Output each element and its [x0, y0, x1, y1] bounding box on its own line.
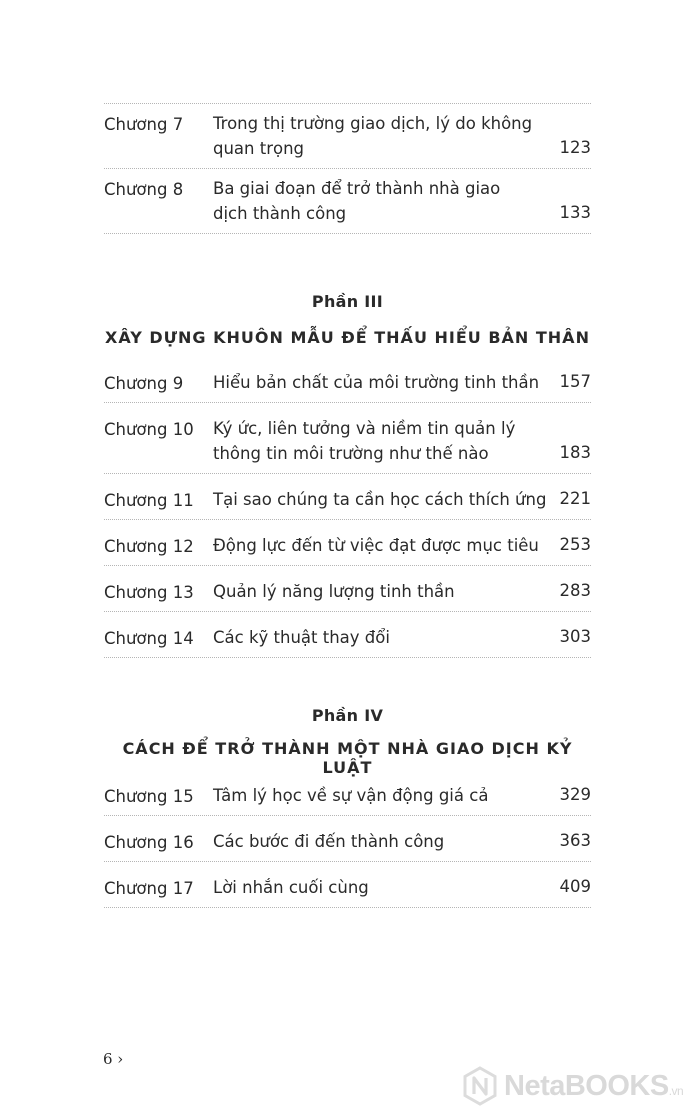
page-number: 133 — [559, 203, 591, 222]
toc-section-2 — [104, 364, 591, 658]
chapter-title: Các kỹ thuật thay đổi — [213, 628, 390, 647]
toc-entry[interactable] — [104, 862, 591, 908]
chapter-title: Ba giai đoạn để trở thành nhà giao dịch thành công — [213, 179, 501, 223]
part-title-row — [104, 739, 591, 777]
part-heading — [104, 706, 591, 725]
chapter-label: Chương 11 — [104, 491, 194, 510]
chapter-label: Chương 12 — [104, 537, 194, 556]
part-heading — [104, 292, 591, 311]
page-number: 157 — [559, 372, 591, 391]
toc-entry[interactable] — [104, 520, 591, 566]
part-title: XÂY DỰNG KHUÔN MẪU ĐỂ THẤU HIỂU BẢN THÂN — [105, 328, 590, 347]
part-number: Phần III — [311, 292, 384, 311]
chapter-title: Tại sao chúng ta cần học cách thích ứng — [213, 490, 547, 509]
chapter-title: Hiểu bản chất của môi trường tinh thần — [213, 373, 540, 392]
toc-entry[interactable] — [104, 104, 591, 169]
page-number: 329 — [559, 785, 591, 804]
chapter-title: Động lực đến từ việc đạt được mục tiêu — [213, 536, 539, 555]
page-number: 363 — [559, 831, 591, 850]
page-number: 303 — [559, 627, 591, 646]
toc-entry[interactable] — [104, 612, 591, 658]
toc-entry[interactable] — [104, 777, 591, 816]
page-number: 253 — [559, 535, 591, 554]
toc-entry[interactable] — [104, 474, 591, 520]
part-title-row — [104, 328, 591, 347]
chapter-label: Chương 17 — [104, 879, 194, 898]
folio-page-number: 6 › — [103, 1050, 124, 1068]
chapter-label: Chương 13 — [104, 583, 194, 602]
toc-entry[interactable] — [104, 566, 591, 612]
chapter-label: Chương 10 — [104, 420, 194, 439]
chapter-label: Chương 15 — [104, 787, 194, 806]
toc-entry[interactable] — [104, 364, 591, 403]
page-number: 283 — [559, 581, 591, 600]
chapter-title: Quản lý năng lượng tinh thần — [213, 582, 455, 601]
chapter-label: Chương 14 — [104, 629, 194, 648]
chapter-title: Lời nhắn cuối cùng — [213, 878, 369, 897]
chapter-title: Trong thị trường giao dịch, lý do không quan trọng — [213, 114, 533, 158]
chapter-title: Ký ức, liên tưởng và niềm tin quản lý thông tin môi trường như thế nào — [213, 419, 516, 463]
chapter-label: Chương 16 — [104, 833, 194, 852]
part-number: Phần IV — [311, 706, 384, 725]
page-number: 123 — [559, 138, 591, 157]
netabooks-logo-icon — [462, 1066, 498, 1106]
toc-entry[interactable] — [104, 403, 591, 474]
page-number: 409 — [559, 877, 591, 896]
part-title: CÁCH ĐỂ TRỞ THÀNH MỘT NHÀ GIAO DỊCH KỶ LUẬT — [122, 739, 573, 777]
chapter-label: Chương 8 — [104, 180, 184, 199]
page-number: 183 — [559, 443, 591, 462]
chapter-label: Chương 9 — [104, 374, 184, 393]
chapter-title: Tâm lý học về sự vận động giá cả — [213, 786, 489, 805]
chapter-label: Chương 7 — [104, 115, 184, 134]
watermark — [462, 1063, 692, 1109]
toc-entry[interactable] — [104, 816, 591, 862]
watermark-brand: NetaBOOKS.vn — [504, 1069, 684, 1102]
toc-entry[interactable] — [104, 169, 591, 234]
chapter-title: Các bước đi đến thành công — [213, 832, 445, 851]
toc-section-1 — [104, 103, 591, 234]
page-number: 221 — [559, 489, 591, 508]
toc-section-3 — [104, 777, 591, 908]
